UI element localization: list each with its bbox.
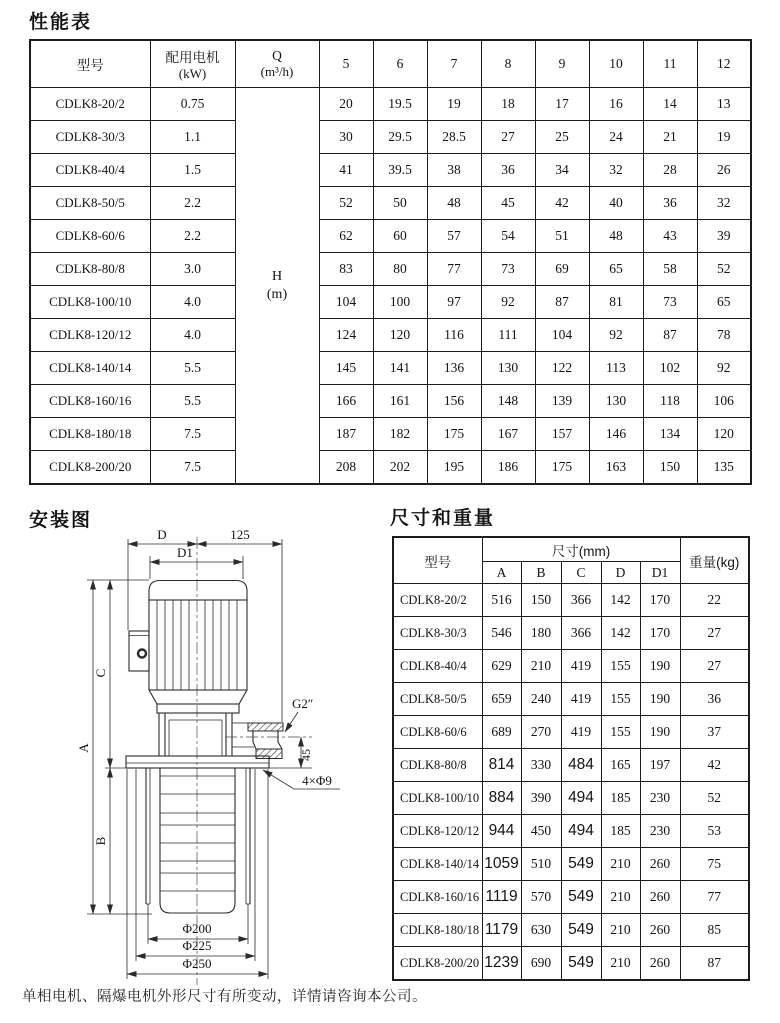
- flow-value-header: 8: [481, 40, 535, 88]
- head-value-cell: 52: [697, 253, 751, 286]
- size-value-cell: 260: [640, 947, 680, 981]
- size-value-cell: 155: [601, 716, 640, 749]
- installation-drawing: [20, 523, 365, 993]
- size-value-cell: 210: [601, 947, 640, 981]
- size-value-cell: 230: [640, 782, 680, 815]
- performance-header-row: [30, 40, 751, 88]
- performance-row: [30, 418, 751, 451]
- head-value-cell: 41: [319, 154, 373, 187]
- pump-model-cell: CDLK8-120/12: [30, 319, 150, 352]
- head-value-cell: 73: [643, 286, 697, 319]
- performance-row: [30, 187, 751, 220]
- head-value-cell: 38: [427, 154, 481, 187]
- size-value-cell: 170: [640, 617, 680, 650]
- performance-row: [30, 451, 751, 485]
- performance-row: [30, 121, 751, 154]
- head-value-cell: 27: [481, 121, 535, 154]
- size-value-cell: 510: [521, 848, 561, 881]
- pump-model-cell: CDLK8-200/20: [30, 451, 150, 485]
- size-value-cell: 419: [561, 683, 601, 716]
- head-value-cell: 120: [373, 319, 427, 352]
- motor-power-cell: 2.2: [150, 220, 235, 253]
- size-value-cell: 546: [482, 617, 521, 650]
- size-value-cell: 690: [521, 947, 561, 981]
- head-value-cell: 111: [481, 319, 535, 352]
- motor-power-column-header: [150, 40, 235, 88]
- performance-row: [30, 352, 751, 385]
- size-value-cell: 549: [561, 881, 601, 914]
- performance-row: [30, 385, 751, 418]
- head-value-cell: 34: [535, 154, 589, 187]
- head-value-cell: 57: [427, 220, 481, 253]
- motor-power-cell: 3.0: [150, 253, 235, 286]
- size-value-cell: 549: [561, 848, 601, 881]
- head-value-cell: 135: [697, 451, 751, 485]
- head-value-cell: 48: [427, 187, 481, 220]
- size-value-cell: 1239: [482, 947, 521, 981]
- head-value-cell: 113: [589, 352, 643, 385]
- head-value-cell: 26: [697, 154, 751, 187]
- head-value-cell: 51: [535, 220, 589, 253]
- head-value-cell: 161: [373, 385, 427, 418]
- head-value-cell: 69: [535, 253, 589, 286]
- weight-value-cell: 22: [680, 584, 749, 617]
- dimension-row: [393, 650, 749, 683]
- dim-label-125: 125: [230, 527, 250, 542]
- head-value-cell: 97: [427, 286, 481, 319]
- motor-power-cell: 2.2: [150, 187, 235, 220]
- head-value-cell: 92: [697, 352, 751, 385]
- size-value-cell: 549: [561, 947, 601, 981]
- dimension-row: [393, 815, 749, 848]
- weight-value-cell: 42: [680, 749, 749, 782]
- size-value-cell: 1119: [482, 881, 521, 914]
- pump-model-cell: CDLK8-50/5: [393, 683, 482, 716]
- dimensions-section-title: 尺寸和重量: [390, 508, 496, 529]
- size-value-cell: 210: [601, 881, 640, 914]
- head-value-cell: 186: [481, 451, 535, 485]
- weight-value-cell: 75: [680, 848, 749, 881]
- dimension-row: [393, 617, 749, 650]
- head-value-cell: 30: [319, 121, 373, 154]
- weight-value-cell: 27: [680, 617, 749, 650]
- size-group-header: [482, 537, 680, 562]
- dimension-row: [393, 749, 749, 782]
- head-value-cell: 134: [643, 418, 697, 451]
- performance-row: [30, 88, 751, 121]
- head-value-cell: 60: [373, 220, 427, 253]
- size-value-cell: 494: [561, 782, 601, 815]
- size-value-cell: 549: [561, 914, 601, 947]
- size-value-cell: 516: [482, 584, 521, 617]
- size-column-header: B: [521, 562, 561, 584]
- head-unit-symbol: H: [271, 269, 283, 284]
- head-value-cell: 87: [535, 286, 589, 319]
- size-value-cell: 659: [482, 683, 521, 716]
- weight-value-cell: 52: [680, 782, 749, 815]
- dim-label-45: 45: [299, 749, 313, 761]
- head-value-cell: 100: [373, 286, 427, 319]
- pump-model-cell: CDLK8-160/16: [393, 881, 482, 914]
- size-value-cell: 944: [482, 815, 521, 848]
- pump-barrel: [146, 768, 250, 913]
- head-value-cell: 83: [319, 253, 373, 286]
- flow-value-header: 10: [589, 40, 643, 88]
- head-value-cell: 136: [427, 352, 481, 385]
- footnote: 单相电机、隔爆电机外形尺寸有所变动，详情请咨询本公司。: [22, 989, 427, 1005]
- pump-model-cell: CDLK8-60/6: [393, 716, 482, 749]
- dim-label-phi250: Φ250: [182, 956, 212, 971]
- size-value-cell: 230: [640, 815, 680, 848]
- head-value-cell: 163: [589, 451, 643, 485]
- motor-power-header-label: 配用电机: [165, 50, 220, 65]
- size-value-cell: 150: [521, 584, 561, 617]
- size-value-cell: 419: [561, 650, 601, 683]
- motor-power-cell: 4.0: [150, 286, 235, 319]
- dimension-row: [393, 683, 749, 716]
- head-value-cell: 157: [535, 418, 589, 451]
- size-value-cell: 190: [640, 716, 680, 749]
- head-value-cell: 24: [589, 121, 643, 154]
- head-value-cell: 28: [643, 154, 697, 187]
- performance-table: [29, 39, 752, 485]
- pump-model-cell: CDLK8-40/4: [393, 650, 482, 683]
- head-value-cell: 120: [697, 418, 751, 451]
- head-value-cell: 39.5: [373, 154, 427, 187]
- head-value-cell: 175: [535, 451, 589, 485]
- head-value-cell: 43: [643, 220, 697, 253]
- performance-row: [30, 319, 751, 352]
- weight-value-cell: 36: [680, 683, 749, 716]
- head-value-cell: 42: [535, 187, 589, 220]
- motor-power-cell: 7.5: [150, 451, 235, 485]
- size-value-cell: 1059: [482, 848, 521, 881]
- head-value-cell: 104: [535, 319, 589, 352]
- dim-label-c: C: [93, 668, 108, 678]
- dim-label-phi225: Φ225: [182, 938, 212, 953]
- terminal-box: [129, 631, 149, 671]
- head-value-cell: 124: [319, 319, 373, 352]
- pump-model-cell: CDLK8-140/14: [30, 352, 150, 385]
- model-column-header-label: 型号: [76, 58, 104, 73]
- dimensions-header-row-1: [393, 537, 749, 562]
- head-value-cell: 62: [319, 220, 373, 253]
- head-value-cell: 116: [427, 319, 481, 352]
- head-value-cell: 40: [589, 187, 643, 220]
- motor-power-cell: 5.5: [150, 352, 235, 385]
- head-value-cell: 122: [535, 352, 589, 385]
- head-value-cell: 45: [481, 187, 535, 220]
- size-value-cell: 884: [482, 782, 521, 815]
- head-value-cell: 182: [373, 418, 427, 451]
- head-value-cell: 29.5: [373, 121, 427, 154]
- pump-model-cell: CDLK8-80/8: [30, 253, 150, 286]
- dimension-row: [393, 782, 749, 815]
- head-value-cell: 167: [481, 418, 535, 451]
- head-value-cell: 92: [481, 286, 535, 319]
- dimension-row: [393, 848, 749, 881]
- head-value-cell: 28.5: [427, 121, 481, 154]
- size-value-cell: 190: [640, 650, 680, 683]
- dim-label-a: A: [76, 743, 91, 753]
- head-value-cell: 16: [589, 88, 643, 121]
- installation-section-title: 安装图: [29, 510, 93, 531]
- head-value-cell: 36: [481, 154, 535, 187]
- head-value-cell: 118: [643, 385, 697, 418]
- head-value-cell: 21: [643, 121, 697, 154]
- flow-value-header: 5: [319, 40, 373, 88]
- size-value-cell: 814: [482, 749, 521, 782]
- size-value-cell: 210: [601, 848, 640, 881]
- flow-header-unit: (m³/h): [260, 64, 294, 79]
- weight-value-cell: 85: [680, 914, 749, 947]
- size-value-cell: 142: [601, 617, 640, 650]
- size-value-cell: 390: [521, 782, 561, 815]
- terminal-box-gland: [138, 650, 146, 658]
- flow-column-header: [235, 40, 319, 88]
- performance-row: [30, 286, 751, 319]
- size-value-cell: 1179: [482, 914, 521, 947]
- dimension-row: [393, 914, 749, 947]
- size-value-cell: 165: [601, 749, 640, 782]
- performance-row: [30, 253, 751, 286]
- motor-power-cell: 1.5: [150, 154, 235, 187]
- size-value-cell: 366: [561, 584, 601, 617]
- dim-model-header-label: 型号: [424, 554, 452, 570]
- head-value-cell: 20: [319, 88, 373, 121]
- head-value-cell: 18: [481, 88, 535, 121]
- size-value-cell: 630: [521, 914, 561, 947]
- head-value-cell: 80: [373, 253, 427, 286]
- head-value-cell: 19.5: [373, 88, 427, 121]
- head-value-cell: 14: [643, 88, 697, 121]
- motor-power-cell: 5.5: [150, 385, 235, 418]
- dimension-row: [393, 947, 749, 981]
- head-value-cell: 202: [373, 451, 427, 485]
- size-value-cell: 180: [521, 617, 561, 650]
- pump-model-cell: CDLK8-20/2: [30, 88, 150, 121]
- flow-value-header: 12: [697, 40, 751, 88]
- head-value-cell: 102: [643, 352, 697, 385]
- size-column-header: D: [601, 562, 640, 584]
- head-value-cell: 92: [589, 319, 643, 352]
- head-value-cell: 65: [697, 286, 751, 319]
- weight-value-cell: 53: [680, 815, 749, 848]
- size-column-header: A: [482, 562, 521, 584]
- size-value-cell: 155: [601, 650, 640, 683]
- size-value-cell: 210: [601, 914, 640, 947]
- size-value-cell: 170: [640, 584, 680, 617]
- head-value-cell: 150: [643, 451, 697, 485]
- head-value-cell: 32: [697, 187, 751, 220]
- weight-header-label: 重量(kg): [689, 554, 740, 570]
- weight-value-cell: 27: [680, 650, 749, 683]
- flow-value-header: 9: [535, 40, 589, 88]
- flow-value-header: 11: [643, 40, 697, 88]
- head-value-cell: 65: [589, 253, 643, 286]
- head-value-cell: 73: [481, 253, 535, 286]
- head-value-cell: 175: [427, 418, 481, 451]
- head-value-cell: 81: [589, 286, 643, 319]
- head-value-cell: 106: [697, 385, 751, 418]
- weight-column-header: [680, 537, 749, 584]
- head-value-cell: 54: [481, 220, 535, 253]
- head-value-cell: 50: [373, 187, 427, 220]
- pump-model-cell: CDLK8-180/18: [393, 914, 482, 947]
- head-value-cell: 39: [697, 220, 751, 253]
- head-value-cell: 148: [481, 385, 535, 418]
- weight-value-cell: 87: [680, 947, 749, 981]
- motor-power-cell: 1.1: [150, 121, 235, 154]
- head-value-cell: 145: [319, 352, 373, 385]
- head-value-cell: 130: [589, 385, 643, 418]
- size-value-cell: 210: [521, 650, 561, 683]
- size-value-cell: 260: [640, 881, 680, 914]
- pump-model-cell: CDLK8-160/16: [30, 385, 150, 418]
- dimensions-table: [392, 536, 750, 981]
- pump-model-cell: CDLK8-30/3: [30, 121, 150, 154]
- motor-power-header-unit: (kW): [178, 66, 207, 81]
- size-value-cell: 570: [521, 881, 561, 914]
- lantern-bracket: [159, 713, 254, 756]
- pump-model-cell: CDLK8-100/10: [393, 782, 482, 815]
- weight-value-cell: 37: [680, 716, 749, 749]
- pump-model-cell: CDLK8-80/8: [393, 749, 482, 782]
- pump-model-cell: CDLK8-60/6: [30, 220, 150, 253]
- size-value-cell: 450: [521, 815, 561, 848]
- dim-label-b: B: [93, 836, 108, 846]
- size-group-header-label: 尺寸(mm): [551, 543, 611, 559]
- pump-model-cell: CDLK8-100/10: [30, 286, 150, 319]
- pump-model-cell: CDLK8-120/12: [393, 815, 482, 848]
- pump-model-cell: CDLK8-140/14: [393, 848, 482, 881]
- head-unit-text: (m): [266, 286, 288, 302]
- head-value-cell: 187: [319, 418, 373, 451]
- pump-model-cell: CDLK8-180/18: [30, 418, 150, 451]
- pump-model-cell: CDLK8-40/4: [30, 154, 150, 187]
- dimension-row: [393, 881, 749, 914]
- size-value-cell: 689: [482, 716, 521, 749]
- mounting-flange: [126, 756, 269, 768]
- size-value-cell: 197: [640, 749, 680, 782]
- head-value-cell: 141: [373, 352, 427, 385]
- head-value-cell: 78: [697, 319, 751, 352]
- flow-header-label: Q: [272, 48, 282, 63]
- size-value-cell: 142: [601, 584, 640, 617]
- head-value-cell: 19: [697, 121, 751, 154]
- head-value-cell: 36: [643, 187, 697, 220]
- motor-power-cell: 4.0: [150, 319, 235, 352]
- head-value-cell: 130: [481, 352, 535, 385]
- size-value-cell: 185: [601, 782, 640, 815]
- head-value-cell: 17: [535, 88, 589, 121]
- size-value-cell: 494: [561, 815, 601, 848]
- size-column-header: D1: [640, 562, 680, 584]
- size-value-cell: 419: [561, 716, 601, 749]
- head-value-cell: 156: [427, 385, 481, 418]
- motor-outline: [129, 581, 247, 714]
- flow-value-header: 6: [373, 40, 427, 88]
- size-value-cell: 185: [601, 815, 640, 848]
- size-value-cell: 330: [521, 749, 561, 782]
- pump-model-cell: CDLK8-20/2: [393, 584, 482, 617]
- size-column-header: C: [561, 562, 601, 584]
- head-value-cell: 139: [535, 385, 589, 418]
- head-value-cell: 13: [697, 88, 751, 121]
- size-value-cell: 270: [521, 716, 561, 749]
- pump-model-cell: CDLK8-200/20: [393, 947, 482, 981]
- dimension-row: [393, 716, 749, 749]
- flow-value-header: 7: [427, 40, 481, 88]
- head-value-cell: 32: [589, 154, 643, 187]
- size-value-cell: 155: [601, 683, 640, 716]
- dimension-row: [393, 584, 749, 617]
- head-value-cell: 52: [319, 187, 373, 220]
- head-unit-cell: [235, 88, 319, 485]
- performance-section-title: 性能表: [29, 12, 93, 33]
- pump-model-cell: CDLK8-50/5: [30, 187, 150, 220]
- size-value-cell: 260: [640, 848, 680, 881]
- head-value-cell: 58: [643, 253, 697, 286]
- performance-row: [30, 154, 751, 187]
- bolt-holes-label: 4×Φ9: [302, 773, 332, 788]
- weight-value-cell: 77: [680, 881, 749, 914]
- pump-model-cell: CDLK8-30/3: [393, 617, 482, 650]
- port-thread-label: G2″: [292, 696, 314, 711]
- barrel-stages: [160, 776, 235, 891]
- dim-label-d: D: [157, 527, 167, 542]
- head-value-cell: 77: [427, 253, 481, 286]
- head-value-cell: 19: [427, 88, 481, 121]
- size-value-cell: 260: [640, 914, 680, 947]
- head-value-cell: 48: [589, 220, 643, 253]
- head-value-cell: 104: [319, 286, 373, 319]
- size-value-cell: 240: [521, 683, 561, 716]
- size-value-cell: 366: [561, 617, 601, 650]
- motor-power-cell: 0.75: [150, 88, 235, 121]
- size-value-cell: 484: [561, 749, 601, 782]
- performance-row: [30, 220, 751, 253]
- head-value-cell: 146: [589, 418, 643, 451]
- size-value-cell: 629: [482, 650, 521, 683]
- dim-label-phi200: Φ200: [182, 921, 212, 936]
- model-column-header: [30, 40, 150, 88]
- head-value-cell: 25: [535, 121, 589, 154]
- head-value-cell: 195: [427, 451, 481, 485]
- head-value-cell: 166: [319, 385, 373, 418]
- head-value-cell: 87: [643, 319, 697, 352]
- motor-power-cell: 7.5: [150, 418, 235, 451]
- dim-model-column-header: [393, 537, 482, 584]
- head-value-cell: 208: [319, 451, 373, 485]
- size-value-cell: 190: [640, 683, 680, 716]
- dim-label-d1: D1: [177, 545, 193, 560]
